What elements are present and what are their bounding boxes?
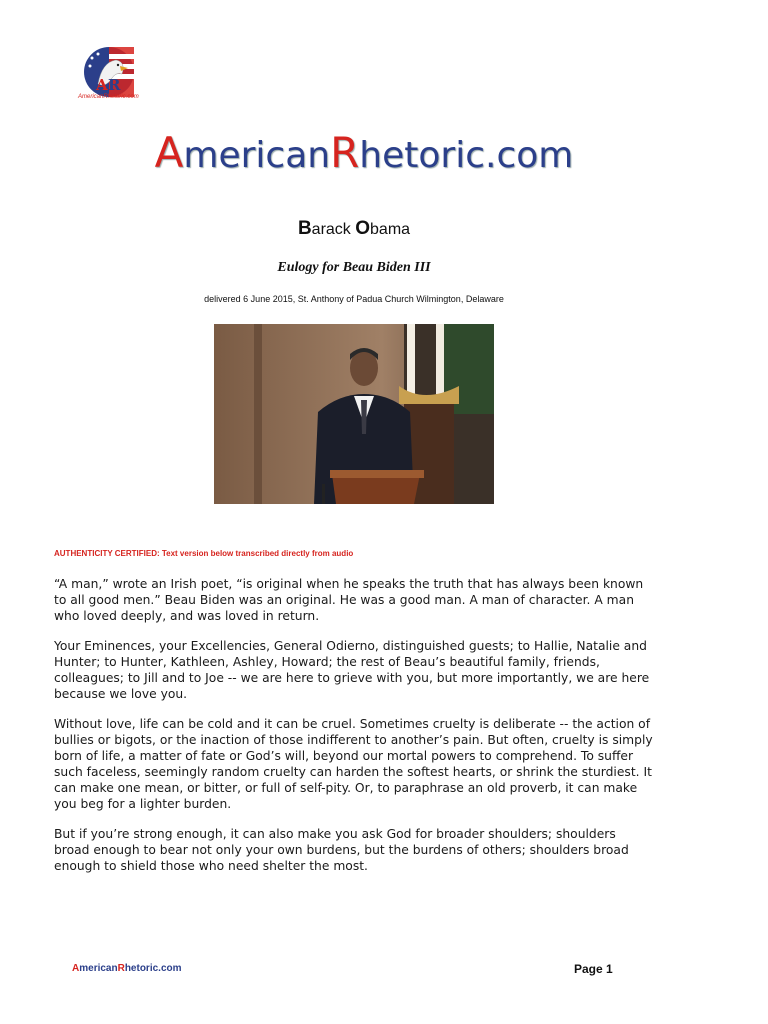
speaker-photo bbox=[214, 324, 494, 504]
site-title-part: hetoric.com bbox=[359, 135, 574, 176]
footer-brand-initial: R bbox=[117, 963, 125, 974]
footer-brand-initial: A bbox=[72, 963, 80, 974]
speaker-name-part: bama bbox=[370, 221, 411, 238]
site-title-initial-a: A bbox=[154, 128, 184, 177]
speech-body bbox=[54, 576, 654, 888]
delivery-info: delivered 6 June 2015, St. Anthony of Padua Church Wilmington, Delaware bbox=[204, 294, 504, 304]
svg-text:A: A bbox=[96, 76, 108, 94]
site-title-part: merican bbox=[183, 135, 331, 176]
footer-brand-part: merican bbox=[79, 963, 118, 974]
site-title-initial-r: R bbox=[330, 128, 360, 177]
site-logo[interactable] bbox=[76, 44, 146, 108]
speaker-initial: O bbox=[355, 218, 371, 239]
footer-brand-part: hetoric.com bbox=[124, 963, 182, 974]
speech-paragraph: Your Eminences, your Excellencies, General Odierno, distinguished guests; to Hallie, Natalie and Hunter; to Hunter, Kathleen, Ashley, Howard; the rest of Beau’s beautiful family, friends, colleagues; to Jill and to Joe -- we are here to grieve with you, but more importantly, we are here because we love you. bbox=[54, 639, 650, 701]
speaker-at-podium-image bbox=[214, 324, 494, 504]
speaker-initial: B bbox=[297, 218, 312, 239]
speech-paragraph: “A man,” wrote an Irish poet, “is original when he speaks the truth that has always been known to all good men.” Beau Biden was an original. He was a good man. A man of character. A man who loved deeply, and was loved in return. bbox=[54, 577, 644, 623]
speech-paragraph: Without love, life can be cold and it can be cruel. Sometimes cruelty is deliberate -- the action of bullies or bigots, or the inaction of those indifferent to another’s pain. But often, cruelty is simply born of life, a matter of fate or God’s will, beyond our mortal powers to comprehend. To suffer such faceless, seemingly random cruelty can harden the softest hearts, or shrink the sturdiest. It can make one mean, or bitter, or full of self-pity. Or, to paraphrase an old proverb, it can make you beg for a lighter burden. bbox=[54, 717, 653, 811]
svg-text:R: R bbox=[108, 76, 121, 94]
speaker-name bbox=[0, 218, 708, 240]
footer-brand-link[interactable] bbox=[72, 963, 182, 974]
logo-caption: AmericanRhetoric.com bbox=[78, 94, 139, 100]
speaker-name-part: arack bbox=[311, 221, 356, 238]
speech-title: Eulogy for Beau Biden III bbox=[277, 260, 431, 275]
page-number: Page 1 bbox=[574, 962, 613, 976]
speech-paragraph: But if you’re strong enough, it can also make you ask God for broader shoulders; shoulders broad enough to bear not only your own burdens, but the burdens of others; shoulders broad enough to shield those who need shelter the most. bbox=[54, 827, 629, 873]
site-title bbox=[0, 128, 728, 177]
authenticity-notice: AUTHENTICITY CERTIFIED: Text version below transcribed directly from audio bbox=[54, 549, 354, 558]
